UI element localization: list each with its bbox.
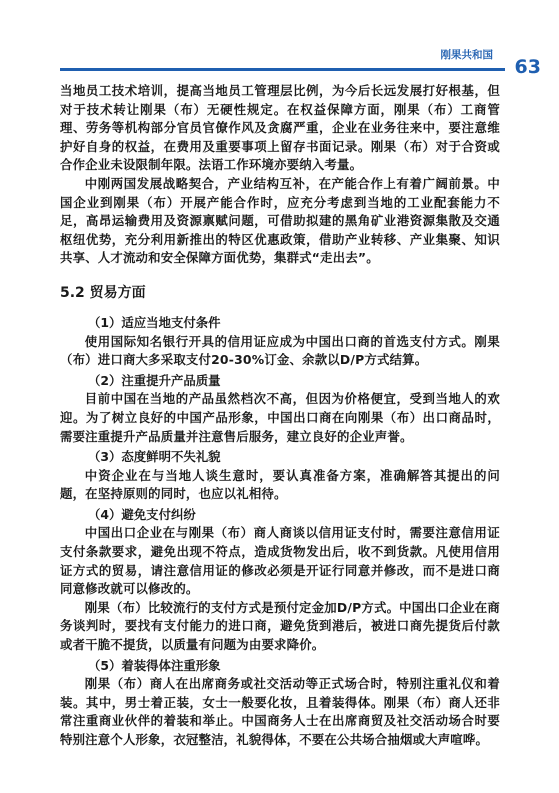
page-body	[60, 82, 500, 750]
page-number: 63	[514, 56, 541, 78]
item-paragraph-5: 刚果（布）商人在出席商务或社交活动等正式场合时，特别注重礼仪和着装。其中，男士着正装，女士一般要化妆，且着装得体。刚果（布）商人还非常注重商业伙伴的着装和举止。中国商务人士在出席商贸及社交活动场合时要特别注意个人形象，衣冠整洁，礼貌得体，不要在公共场合抽烟或大声喧哗。	[60, 676, 500, 747]
header-rule	[60, 68, 505, 71]
item-title-2: （2）注重提升产品质量	[88, 372, 221, 388]
item-paragraph-3: 中资企业在与当地人谈生意时，要认真准备方案，准确解答其提出的问题，在坚持原则的同时，也应以礼相待。	[60, 467, 500, 502]
item-title-1: （1）适应当地支付条件	[88, 314, 221, 330]
intro-paragraph-1: 当地员工技术培训，提高当地员工管理层比例，为今后长远发展打好根基，但对于技术转让刚果（布）无硬性规定。在权益保障方面，刚果（布）工商管理、劳务等机构部分官员官僚作风及贪腐严重，企业在业务往来中，要注意维护好自身的权益，在费用及重要事项上留存书面记录。刚果（布）对于合资或合作企业未设限制年限。法语工作环境亦要纳入考量。	[60, 83, 500, 173]
item-title-4: （4）避免支付纠纷	[88, 506, 196, 522]
item-title-5: （5）着装得体注重形象	[88, 657, 221, 673]
item-paragraph-2: 目前中国在当地的产品虽然档次不高，但因为价格便宜，受到当地人的欢迎。为了树立良好的中国产品形象，中国出口商在向刚果（布）出口商品时，需要注重提升产品质量并注意售后服务，建立良好的企业声誉。	[60, 391, 500, 444]
running-header-title: 刚果共和国	[440, 49, 493, 61]
item-paragraph-1: 使用国际知名银行开具的信用证应成为中国出口商的首选支付方式。刚果（布）进口商大多采取支付20-30%订金、余款以D/P方式结算。	[60, 333, 500, 368]
section-heading: 5.2 贸易方面	[60, 284, 146, 301]
item-paragraph-4a: 中国出口企业在与刚果（布）商人商谈以信用证支付时，需要注意信用证支付条款要求，避免出现不符点，造成货物发出后，收不到货款。凡使用信用证方式的贸易，请注意信用证的修改必须是开证行同意并修改，而不是进口商同意修改就可以修改的。	[60, 525, 500, 597]
item-title-3: （3）态度鲜明不失礼貌	[88, 449, 221, 465]
item-paragraph-4b: 刚果（布）比较流行的支付方式是预付定金加D/P方式。中国出口企业在商务谈判时，要找有支付能力的进口商，避免货到港后，被进口商先提货后付款或者干脆不提货，以质量有问题为由要求降价。	[60, 599, 500, 653]
intro-paragraph-2: 中刚两国发展战略契合，产业结构互补，在产能合作上有着广阔前景。中国企业到刚果（布）开展产能合作时，应充分考虑到当地的工业配套能力不足，高昂运输费用及资源禀赋问题，可借助拟建的黑角矿业港资源集散及交通枢纽优势，充分利用新推出的特区优惠政策，借助产业转移、产业集聚、知识共享、人才流动和安全保障方面优势，集群式“走出去”。	[60, 175, 500, 266]
